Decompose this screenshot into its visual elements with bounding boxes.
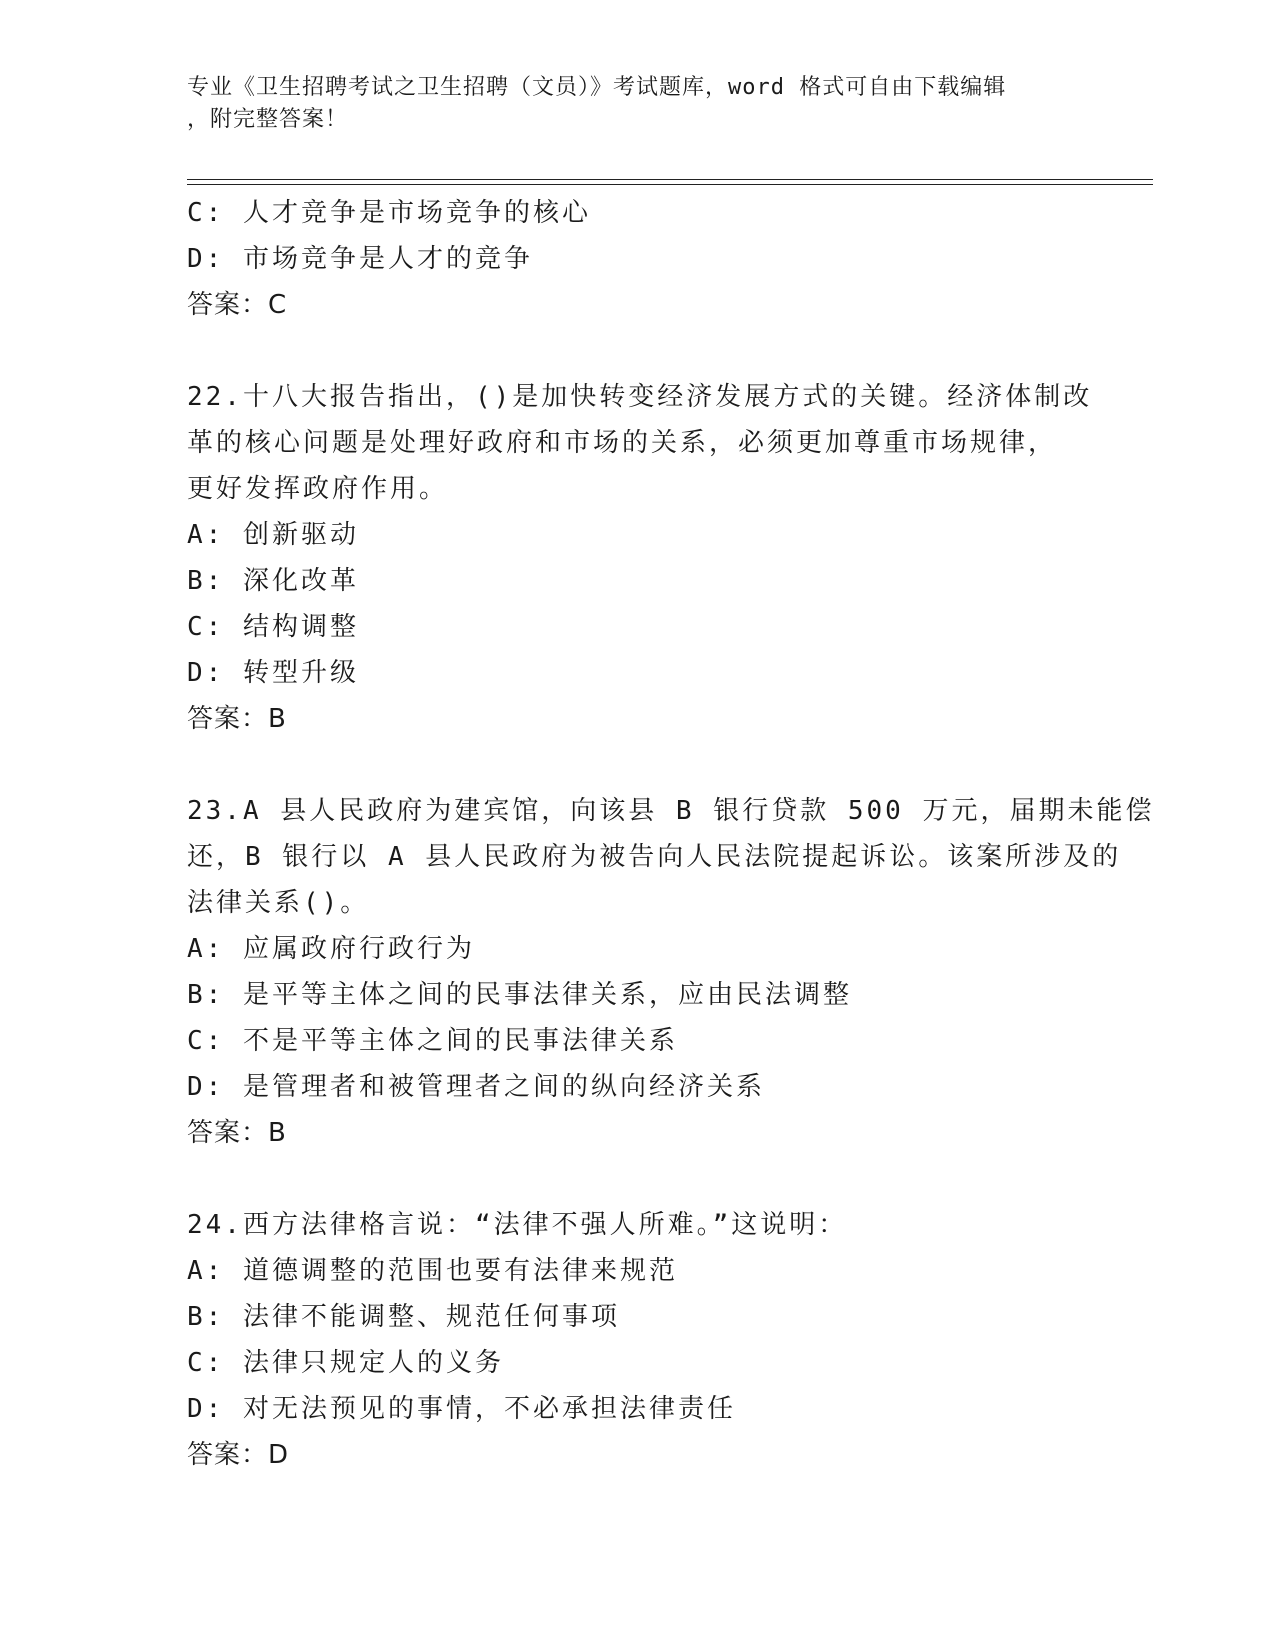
- question-option: C: 人才竞争是市场竞争的核心: [187, 198, 591, 228]
- question-option: A: 道德调整的范围也要有法律来规范: [187, 1256, 678, 1286]
- question-stem-line: 法律关系()。: [187, 888, 370, 918]
- question-answer: 答案：B: [187, 704, 287, 734]
- question-option: D: 是管理者和被管理者之间的纵向经济关系: [187, 1072, 765, 1102]
- question-list: [187, 190, 1155, 1478]
- question-option: B: 是平等主体之间的民事法律关系，应由民法调整: [187, 980, 852, 1010]
- question-stem-line: 更好发挥政府作用。: [187, 474, 449, 504]
- question-option: D: 市场竞争是人才的竞争: [187, 244, 533, 274]
- question-option: A: 创新驱动: [187, 520, 359, 550]
- question-option: C: 法律只规定人的义务: [187, 1348, 504, 1378]
- question-block: [187, 190, 1147, 328]
- question-answer: 答案：C: [187, 290, 288, 320]
- question-stem-line: 23.A 县人民政府为建宾馆，向该县 B 银行贷款 500 万元，届期未能偿: [187, 796, 1155, 826]
- header-divider-top: [187, 179, 1153, 180]
- question-stem-line: 还，B 银行以 A 县人民政府为被告向人民法院提起诉讼。该案所涉及的: [187, 842, 1122, 872]
- question-option: B: 法律不能调整、规范任何事项: [187, 1302, 620, 1332]
- question-option: D: 对无法预见的事情，不必承担法律责任: [187, 1394, 736, 1424]
- question-answer: 答案：D: [187, 1440, 290, 1470]
- question-block: [187, 374, 1147, 742]
- header-divider-bottom: [187, 184, 1153, 185]
- question-answer: 答案：B: [187, 1118, 287, 1148]
- header-line-2: ，附完整答案！: [187, 107, 349, 132]
- question-stem-line: 24.西方法律格言说：“法律不强人所难。”这说明：: [187, 1210, 848, 1240]
- question-stem-line: 22.十八大报告指出，()是加快转变经济发展方式的关键。经济体制改: [187, 382, 1093, 412]
- question-option: C: 结构调整: [187, 612, 359, 642]
- question-option: A: 应属政府行政行为: [187, 934, 475, 964]
- question-option: C: 不是平等主体之间的民事法律关系: [187, 1026, 678, 1056]
- question-block: [187, 1202, 1147, 1478]
- header-line-1: 专业《卫生招聘考试之卫生招聘（文员）》考试题库，word 格式可自由下载编辑: [187, 75, 1007, 100]
- question-option: B: 深化改革: [187, 566, 359, 596]
- document-header: [187, 72, 1087, 136]
- question-stem-line: 革的核心问题是处理好政府和市场的关系，必须更加尊重市场规律，: [187, 428, 1058, 458]
- question-block: [187, 788, 1155, 1156]
- question-option: D: 转型升级: [187, 658, 359, 688]
